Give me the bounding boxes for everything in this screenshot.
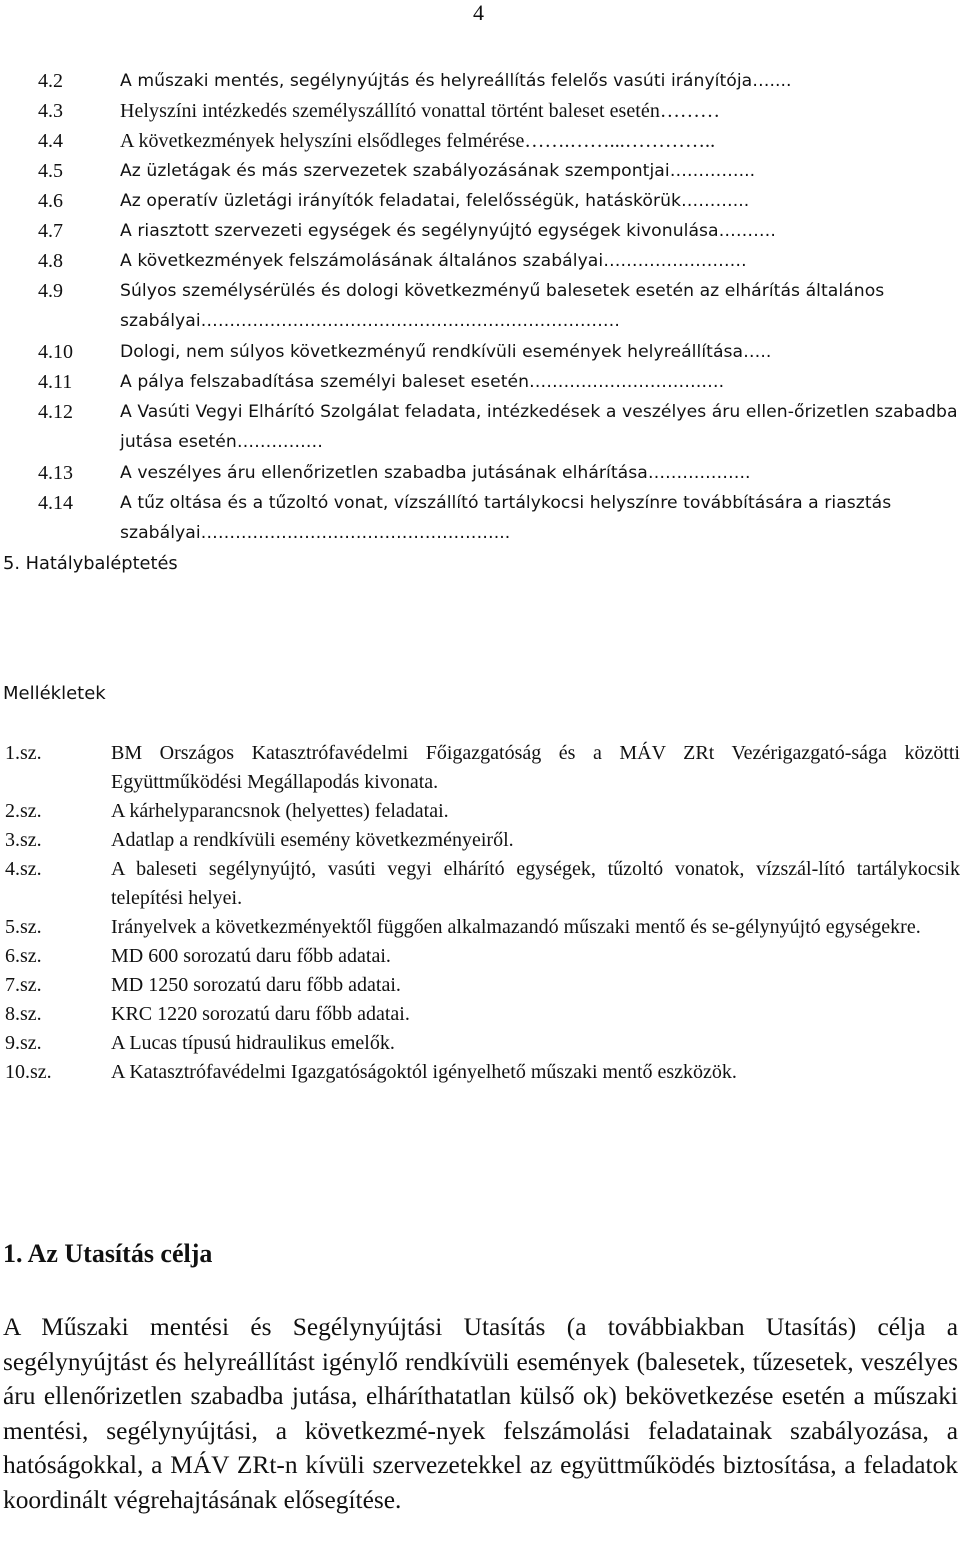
attachment-text: A baleseti segélynyújtó, vasúti vegyi elhárító egységek, tűzoltó vonatok, vízszál-lító tartálykocsik telepítési helyei. bbox=[111, 858, 960, 909]
toc-entry bbox=[0, 216, 960, 246]
toc-entry-number: 4.8 bbox=[38, 250, 63, 272]
attachment-item bbox=[0, 942, 960, 971]
toc-entry-number: 4.12 bbox=[38, 401, 73, 423]
toc-entry-number: 4.2 bbox=[38, 70, 63, 92]
attachment-number: 7.sz. bbox=[5, 974, 42, 996]
toc-entry bbox=[0, 337, 960, 367]
toc-entry-text: A Vasúti Vegyi Elhárító Szolgálat feladata, intézkedések a veszélyes áru ellen-őrizetlen szabadba jutása esetén…………… bbox=[120, 402, 958, 452]
toc-entry-text: A következmények helyszíni elsődleges felmérése…….……...………….. bbox=[120, 130, 716, 152]
attachment-item bbox=[0, 797, 960, 826]
toc-entry-text: A következmények felszámolásának általános szabályai……………………. bbox=[120, 251, 747, 271]
attachment-number: 9.sz. bbox=[5, 1032, 42, 1054]
attachment-text: A Lucas típusú hidraulikus emelők. bbox=[111, 1032, 395, 1054]
toc-entry-number: 4.5 bbox=[38, 160, 63, 182]
section-1-body: A Műszaki mentési és Segélynyújtási Utasítás (a továbbiakban Utasítás) célja a segélynyújtást és helyreállítást igénylő rendkívüli események (balesetek, tűzesetek, veszélyes áru ellenőrizetlen szabadba jutása, elháríthatatlan külső ok) bekövetkezése esetén a műszaki mentési, segélynyújtási, a következmé-nyek felszámolási feladatainak szabályozása, a hatóságokkal, a MÁV ZRt-n kívüli szervezetekkel az együttműködés biztosítása, a feladatok koordinált végrehajtásának elősegítése. bbox=[3, 1313, 958, 1514]
toc-entry-text: Az üzletágak és más szervezetek szabályozásának szempontjai…………... bbox=[120, 161, 756, 181]
attachment-number: 3.sz. bbox=[5, 829, 42, 851]
toc-entry bbox=[0, 367, 960, 397]
toc-entry bbox=[0, 397, 960, 457]
attachment-number: 6.sz. bbox=[5, 945, 42, 967]
attachment-item bbox=[0, 913, 960, 942]
toc-entry-number: 4.10 bbox=[38, 341, 73, 363]
attachment-number: 2.sz. bbox=[5, 800, 42, 822]
toc-section-5: 5. Hatálybaléptetés bbox=[3, 553, 178, 574]
toc-entry-text: A tűz oltása és a tűzoltó vonat, vízszállító tartálykocsi helyszínre továbbítására a riasztás szabályai……………………………………………... bbox=[120, 493, 892, 543]
toc-entry bbox=[0, 458, 960, 488]
attachment-item bbox=[0, 739, 960, 797]
attachment-item bbox=[0, 1058, 960, 1087]
toc-entry-text: A veszélyes áru ellenőrizetlen szabadba jutásának elhárítása……….…….. bbox=[120, 463, 751, 483]
toc-entry bbox=[0, 66, 960, 96]
attachment-number: 10.sz. bbox=[5, 1061, 52, 1083]
toc-entry bbox=[0, 488, 960, 548]
toc-entry-text: Dologi, nem súlyos következményű rendkívüli események helyreállítása….. bbox=[120, 342, 772, 362]
toc-entry bbox=[0, 126, 960, 156]
attachment-item bbox=[0, 1029, 960, 1058]
attachment-number: 4.sz. bbox=[5, 858, 42, 880]
attachment-item bbox=[0, 1000, 960, 1029]
attachment-text: BM Országos Katasztrófavédelmi Főigazgatóság és a MÁV ZRt Vezérigazgató-sága közötti Együttműködési Megállapodás kivonata. bbox=[111, 742, 960, 793]
toc-entry-number: 4.6 bbox=[38, 190, 63, 212]
toc-entry-number: 4.14 bbox=[38, 492, 73, 514]
toc-entry-number: 4.11 bbox=[38, 371, 73, 393]
toc-entry-text: A riasztott szervezeti egységek és segélynyújtó egységek kivonulása………. bbox=[120, 221, 776, 241]
toc-entry-text: A pálya felszabadítása személyi baleset esetén……………………………. bbox=[120, 372, 725, 392]
attachment-item bbox=[0, 855, 960, 913]
attachments-list bbox=[0, 739, 960, 1087]
section-1-title: 1. Az Utasítás célja bbox=[3, 1239, 213, 1268]
toc-entry bbox=[0, 186, 960, 216]
toc-entry bbox=[0, 246, 960, 276]
attachment-item bbox=[0, 971, 960, 1000]
table-of-contents bbox=[0, 66, 960, 579]
attachment-number: 8.sz. bbox=[5, 1003, 42, 1025]
attachments-heading: Mellékletek bbox=[3, 683, 106, 704]
page-number: 4 bbox=[473, 0, 484, 25]
toc-entry-number: 4.3 bbox=[38, 100, 63, 122]
toc-entry-text: Az operatív üzletági irányítók feladatai, felelősségük, hatáskörük………... bbox=[120, 191, 750, 211]
attachment-text: Irányelvek a következményektől függően alkalmazandó műszaki mentő és se-gélynyújtó egységekre. bbox=[111, 916, 921, 938]
attachment-item bbox=[0, 826, 960, 855]
toc-entry bbox=[0, 156, 960, 186]
attachment-text: A kárhelyparancsnok (helyettes) feladatai. bbox=[111, 800, 449, 822]
toc-entry-text: A műszaki mentés, segélynyújtás és helyreállítás felelős vasúti irányítója….... bbox=[120, 71, 792, 91]
attachment-number: 1.sz. bbox=[5, 742, 42, 764]
toc-entry bbox=[0, 276, 960, 336]
attachment-text: MD 600 sorozatú daru főbb adatai. bbox=[111, 945, 391, 967]
toc-entry-number: 4.9 bbox=[38, 280, 63, 302]
attachment-text: Adatlap a rendkívüli esemény következményeiről. bbox=[111, 829, 514, 851]
toc-entry bbox=[0, 96, 960, 126]
attachment-number: 5.sz. bbox=[5, 916, 42, 938]
attachment-text: A Katasztrófavédelmi Igazgatóságoktól igényelhető műszaki mentő eszközök. bbox=[111, 1061, 737, 1083]
attachment-text: KRC 1220 sorozatú daru főbb adatai. bbox=[111, 1003, 410, 1025]
toc-entry-number: 4.4 bbox=[38, 130, 63, 152]
toc-entry-number: 4.7 bbox=[38, 220, 63, 242]
toc-entry-text: Helyszíni intézkedés személyszállító vonattal történt baleset esetén……… bbox=[120, 100, 721, 122]
toc-entry-number: 4.13 bbox=[38, 462, 73, 484]
attachment-text: MD 1250 sorozatú daru főbb adatai. bbox=[111, 974, 401, 996]
toc-entry-text: Súlyos személysérülés és dologi következményű balesetek esetén az elhárítás általános szabályai………………………………………………………………. bbox=[120, 281, 885, 331]
